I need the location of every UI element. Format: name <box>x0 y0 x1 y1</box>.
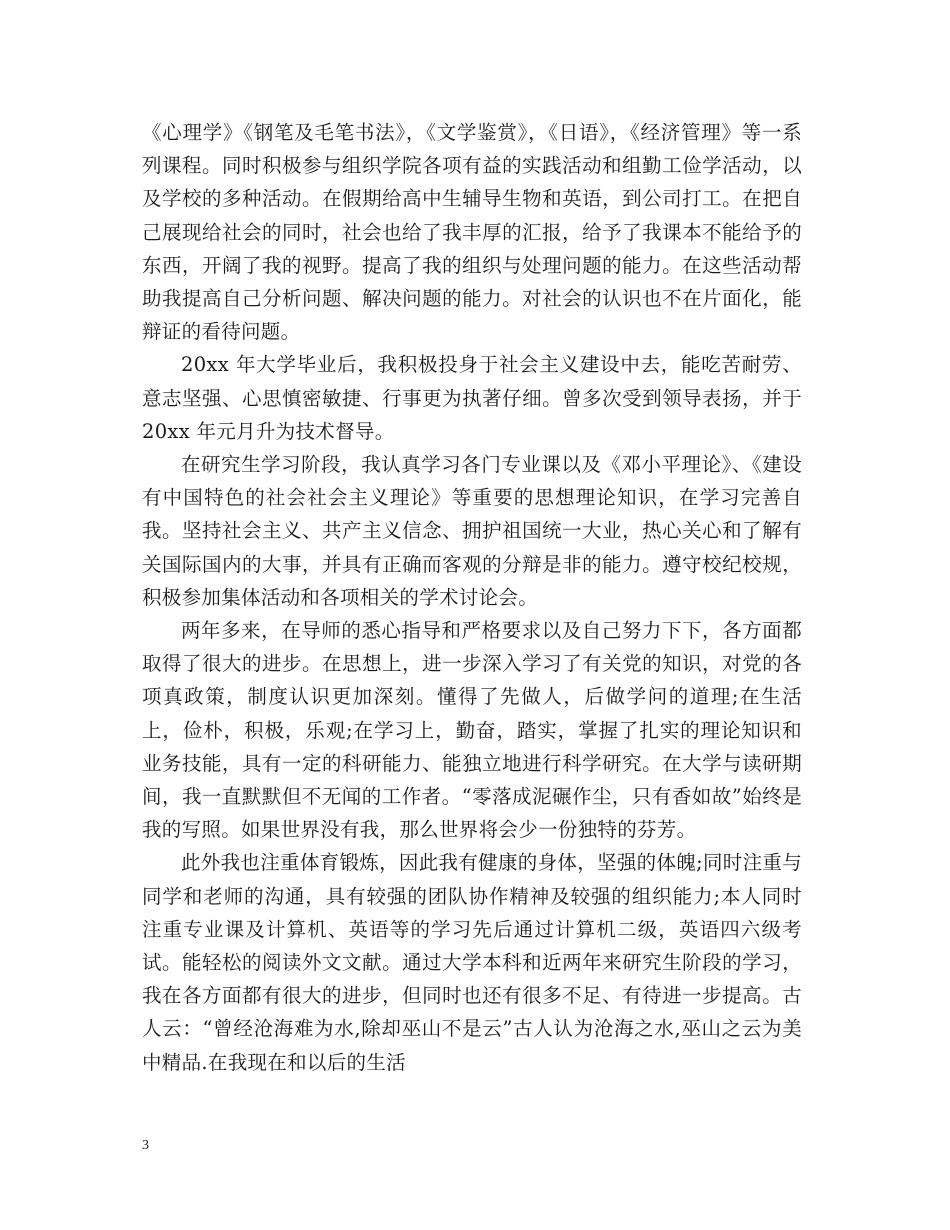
paragraph-4: 两年多来，在导师的悉心指导和严格要求以及自己努力下下，各方面都取得了很大的进步。在思想上，进一步深入学习了有关党的知识，对党的各项真政策，制度认识更加深刻。懂得了先做人，后做学问的道理;在生活上，俭朴，积极，乐观;在学习上，勤奋，踏实，掌握了扎实的理论知识和业务技能，具有一定的科研能力、能独立地进行科学研究。在大学与读研期间，我一直默默但不无闻的工作者。“零落成泥碾作尘，只有香如故”始终是我的写照。如果世界没有我，那么世界将会少一份独特的芬芳。 <box>142 619 802 842</box>
page-number: 3 <box>142 1138 149 1153</box>
paragraph-1: 《心理学》《钢笔及毛笔书法》，《文学鉴赏》，《日语》，《经济管理》等一系列课程。同时积极参与组织学院各项有益的实践活动和组勤工俭学活动，以及学校的多种活动。在假期给高中生辅导生物和英语，到公司打工。在把自己展现给社会的同时，社会也给了我丰厚的汇报，给予了我课本不能给予的东西，开阔了我的视野。提高了我的组织与处理问题的能力。在这些活动帮助我提高自己分析问题、解决问题的能力。对社会的认识也不在片面化，能辩证的看待问题。 <box>142 121 802 344</box>
paragraph-3: 在研究生学习阶段，我认真学习各门专业课以及《邓小平理论》、《建设有中国特色的社会社会主义理论》等重要的思想理论知识，在学习完善自我。坚持社会主义、共产主义信念、拥护祖国统一大业，热心关心和了解有关国际国内的大事，并具有正确而客观的分辩是非的能力。遵守校纪校规，积极参加集体活动和各项相关的学术讨论会。 <box>142 453 802 609</box>
paragraph-2: 20xx 年大学毕业后，我积极投身于社会主义建设中去，能吃苦耐劳、意志坚强、心思慎密敏捷、行事更为执著仔细。曾多次受到领导表扬，并于 20xx 年元月升为技术督导。 <box>142 353 802 443</box>
paragraph-5: 此外我也注重体育锻炼，因此我有健康的身体，坚强的体魄;同时注重与同学和老师的沟通，具有较强的团队协作精神及较强的组织能力;本人同时注重专业课及计算机、英语等的学习先后通过计算机二级，英语四六级考试。能轻松的阅读外文文献。通过大学本科和近两年来研究生阶段的学习，我在各方面都有很大的进步，但同时也还有很多不足、有待进一步提高。古人云：“曾经沧海难为水,除却巫山不是云”古人认为沧海之水,巫山之云为美中精品.在我现在和以后的生活 <box>142 851 802 1074</box>
document-body <box>142 116 802 1079</box>
